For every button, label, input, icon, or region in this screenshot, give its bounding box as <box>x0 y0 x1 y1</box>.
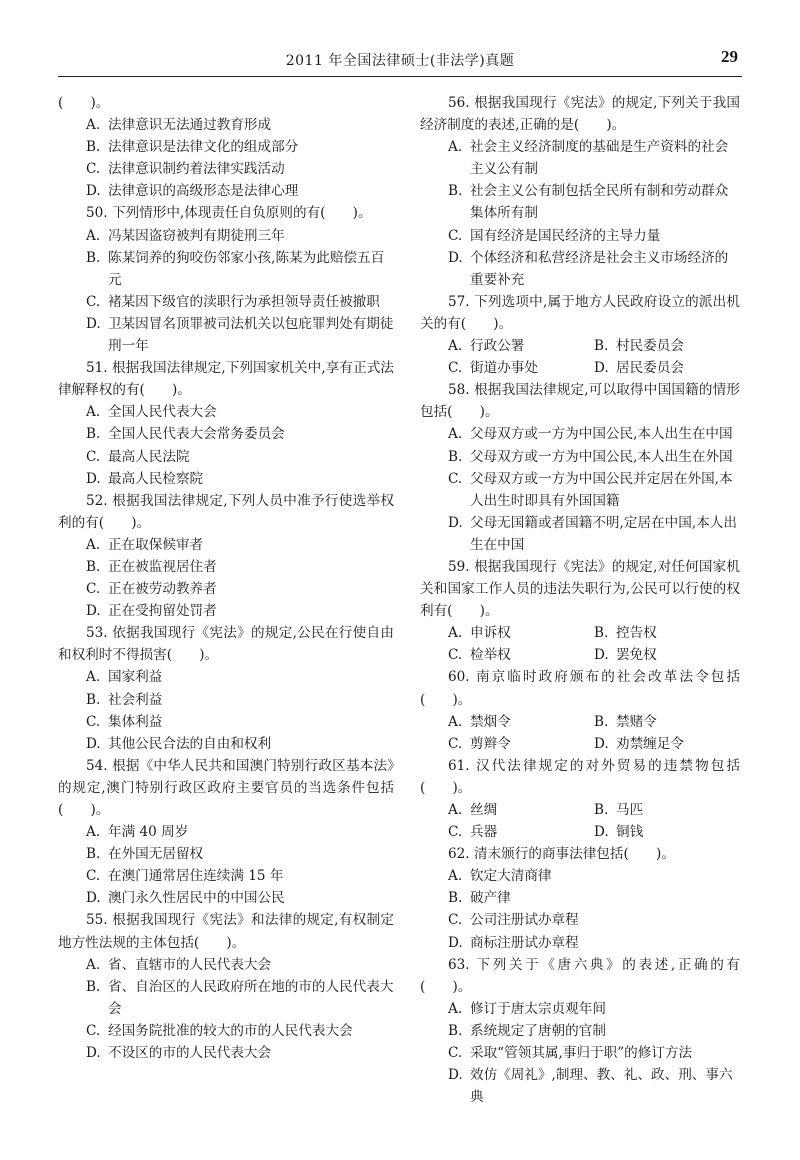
option-text: 禁赌令 <box>616 713 657 730</box>
option-letter: A. <box>86 227 101 244</box>
option-text: 商标注册试办章程 <box>470 934 579 951</box>
answer-option <box>420 932 740 954</box>
option-letter: D. <box>86 470 101 487</box>
option-letter: C. <box>86 1022 101 1039</box>
option-text: 省、直辖市的人民代表大会 <box>108 956 272 973</box>
option-text: 正在取保候审者 <box>108 536 204 553</box>
option-text: 劝禁缠足令 <box>616 735 684 752</box>
answer-option <box>594 711 740 733</box>
answer-option-pair <box>420 335 740 357</box>
option-text: 父母双方或一方为中国公民,本人出生在中国 <box>470 426 733 443</box>
option-letter: C. <box>448 735 463 752</box>
option-text: 全国人民代表大会 <box>108 404 217 421</box>
option-letter: A. <box>448 868 463 885</box>
answer-option <box>420 225 740 247</box>
option-letter: D. <box>86 735 101 752</box>
option-letter: A. <box>448 1000 463 1017</box>
option-letter: B. <box>86 558 101 575</box>
answer-option <box>58 225 394 247</box>
answer-option <box>420 887 740 909</box>
option-text: 最高人民法院 <box>108 448 190 465</box>
option-text: 罢免权 <box>616 647 657 664</box>
option-letter: D. <box>86 1045 101 1062</box>
answer-option-pair <box>420 357 740 379</box>
option-letter: C. <box>86 448 101 465</box>
option-text: 法律意识无法通过教育形成 <box>108 117 272 134</box>
option-text: 剪辫令 <box>470 735 511 752</box>
answer-option <box>448 622 594 644</box>
answer-option <box>58 600 394 622</box>
option-letter: B. <box>448 1022 463 1039</box>
answer-option <box>594 644 740 666</box>
option-text: 行政公署 <box>470 338 525 355</box>
option-text: 采取“管领其属,事归于职”的修订方法 <box>470 1045 693 1062</box>
page-number: 29 <box>721 47 738 66</box>
answer-option <box>58 821 394 843</box>
question-stem: 51. 根据我国法律规定,下列国家机关中,享有正式法律解释权的有( )。 <box>58 360 394 399</box>
option-letter: B. <box>86 691 101 708</box>
option-letter: D. <box>86 315 101 332</box>
answer-option <box>420 446 740 468</box>
option-text: 钦定大清商律 <box>470 868 552 885</box>
answer-option <box>58 291 394 313</box>
option-text: 澳门永久性居民中的中国公民 <box>108 890 285 907</box>
answer-option <box>420 1020 740 1042</box>
option-text: 效仿《周礼》,制理、教、礼、政、刑、事六典 <box>470 1067 733 1106</box>
answer-option <box>448 799 594 821</box>
option-letter: B. <box>86 139 101 156</box>
option-text: 铜钱 <box>616 824 644 841</box>
option-letter: C. <box>448 227 463 244</box>
option-letter: C. <box>86 713 101 730</box>
option-text: 国家利益 <box>108 669 163 686</box>
option-text: 马匹 <box>616 802 644 818</box>
header-title: 2011 年全国法律硕士(非法学)真题 <box>285 53 515 69</box>
answer-option <box>594 357 740 379</box>
option-text: 年满 40 周岁 <box>108 824 189 841</box>
option-letter: B. <box>86 978 101 995</box>
option-text: 申诉权 <box>470 625 511 642</box>
answer-option-pair <box>420 799 740 821</box>
answer-option <box>448 711 594 733</box>
option-letter: B. <box>594 625 609 642</box>
option-letter: B. <box>86 249 101 266</box>
answer-option <box>58 887 394 909</box>
question-stem: 55. 根据我国现行《宪法》和法律的规定,有权制定地方性法规的主体包括( )。 <box>58 912 394 951</box>
option-letter: A. <box>86 404 101 421</box>
option-text: 父母双方或一方为中国公民,本人出生在外国 <box>470 448 733 465</box>
question-stem: 53. 依据我国现行《宪法》的规定,公民在行使自由和权利时不得损害( )。 <box>58 625 394 664</box>
answer-option <box>594 335 740 357</box>
option-text: 社会利益 <box>108 691 163 708</box>
option-text: 法律意识制约着法律实践活动 <box>108 161 285 178</box>
option-text: 街道办事处 <box>470 360 538 377</box>
question-stem: 56. 根据我国现行《宪法》的规定,下列关于我国经济制度的表述,正确的是( )。 <box>420 95 740 134</box>
answer-option <box>420 998 740 1020</box>
left-column <box>58 92 394 1064</box>
option-letter: A. <box>448 713 463 730</box>
option-letter: D. <box>448 249 463 266</box>
option-letter: A. <box>448 338 463 355</box>
answer-option <box>420 909 740 931</box>
option-letter: A. <box>86 669 101 686</box>
option-text: 法律意识是法律文化的组成部分 <box>108 139 299 156</box>
question-stem: 63. 下列关于《唐六典》的表述,正确的有( )。 <box>420 956 740 995</box>
option-text: 在澳门通常居住连续满 15 年 <box>108 868 284 885</box>
answer-option <box>58 843 394 865</box>
option-letter: A. <box>86 824 101 841</box>
answer-option <box>420 1064 740 1108</box>
answer-option <box>420 136 740 180</box>
option-text: 全国人民代表大会常务委员会 <box>108 426 285 443</box>
answer-option <box>58 247 394 291</box>
answer-option-pair <box>420 644 740 666</box>
option-letter: C. <box>86 581 101 598</box>
option-letter: D. <box>86 183 101 200</box>
option-letter: B. <box>448 448 463 465</box>
option-letter: D. <box>86 890 101 907</box>
option-text: 社会主义公有制包括全民所有制和劳动群众集体所有制 <box>470 183 729 222</box>
option-letter: C. <box>448 470 463 487</box>
option-text: 控告权 <box>616 625 657 642</box>
option-letter: C. <box>448 912 463 929</box>
option-letter: C. <box>448 360 463 377</box>
answer-option <box>58 556 394 578</box>
option-text: 陈某饲养的狗咬伤邻家小孩,陈某为此赔偿五百元 <box>108 249 385 288</box>
option-letter: A. <box>448 426 463 443</box>
option-text: 集体利益 <box>108 713 163 730</box>
answer-option <box>448 733 594 755</box>
answer-option <box>58 689 394 711</box>
question-stem: 61. 汉代法律规定的对外贸易的违禁物包括( )。 <box>420 757 740 796</box>
answer-option <box>448 335 594 357</box>
answer-option <box>420 180 740 224</box>
answer-option <box>448 644 594 666</box>
option-text: 其他公民合法的自由和权利 <box>108 735 272 752</box>
question-stem: ( )。 <box>58 95 110 111</box>
answer-option <box>420 865 740 887</box>
answer-option <box>594 733 740 755</box>
answer-option <box>448 821 594 843</box>
question-stem: 52. 根据我国法律规定,下列人员中准予行使选举权利的有( )。 <box>58 492 394 531</box>
answer-option <box>58 711 394 733</box>
option-letter: C. <box>448 824 463 841</box>
option-text: 系统规定了唐朝的官制 <box>470 1022 606 1039</box>
answer-option <box>58 1020 394 1042</box>
option-letter: D. <box>594 647 609 664</box>
option-letter: C. <box>86 868 101 885</box>
answer-option <box>58 423 394 445</box>
option-text: 检举权 <box>470 647 511 664</box>
answer-option <box>58 313 394 357</box>
option-text: 居民委员会 <box>616 360 684 377</box>
option-letter: C. <box>448 647 463 664</box>
answer-option <box>58 976 394 1020</box>
option-letter: A. <box>86 956 101 973</box>
option-text: 省、自治区的人民政府所在地的市的人民代表大会 <box>108 978 394 1017</box>
option-letter: A. <box>448 802 463 818</box>
option-text: 兵器 <box>470 824 498 841</box>
answer-option <box>448 357 594 379</box>
option-letter: A. <box>86 536 101 553</box>
option-text: 村民委员会 <box>616 338 684 355</box>
answer-option <box>420 247 740 291</box>
answer-option <box>594 799 740 821</box>
option-letter: B. <box>448 183 463 200</box>
option-text: 在外国无居留权 <box>108 846 204 863</box>
option-letter: D. <box>594 360 609 377</box>
option-text: 社会主义经济制度的基础是生产资料的社会主义公有制 <box>470 139 729 178</box>
option-text: 个体经济和私营经济是社会主义市场经济的重要补充 <box>470 249 729 288</box>
answer-option <box>58 733 394 755</box>
answer-option <box>58 446 394 468</box>
answer-option <box>58 180 394 202</box>
option-text: 最高人民检察院 <box>108 470 204 487</box>
option-letter: D. <box>448 934 463 951</box>
option-text: 正在被监视居住者 <box>108 558 217 575</box>
answer-option-pair <box>420 711 740 733</box>
option-text: 丝绸 <box>470 802 498 818</box>
answer-option <box>58 954 394 976</box>
answer-option-pair <box>420 622 740 644</box>
answer-option <box>58 666 394 688</box>
right-column <box>420 92 740 1108</box>
option-text: 修订于唐太宗贞观年间 <box>470 1000 606 1017</box>
question-stem: 58. 根据我国法律规定,可以取得中国国籍的情形包括( )。 <box>420 382 740 421</box>
answer-option <box>420 468 740 512</box>
option-text: 公司注册试办章程 <box>470 912 579 929</box>
option-text: 经国务院批准的较大的市的人民代表大会 <box>108 1022 353 1039</box>
option-text: 褚某因下级官的渎职行为承担领导责任被撤职 <box>108 293 380 310</box>
option-letter: B. <box>594 713 609 730</box>
option-text: 冯某因盗窃被判有期徒刑三年 <box>108 227 285 244</box>
option-letter: D. <box>594 824 609 841</box>
option-letter: C. <box>86 161 101 178</box>
answer-option <box>420 1042 740 1064</box>
question-stem: 59. 根据我国现行《宪法》的规定,对任何国家机关和国家工作人员的违法失职行为,公民可以行使的权利有( )。 <box>420 558 740 620</box>
answer-option <box>58 578 394 600</box>
answer-option <box>58 1042 394 1064</box>
option-letter: D. <box>448 1067 463 1084</box>
answer-option <box>58 158 394 180</box>
option-letter: A. <box>448 625 463 642</box>
option-letter: B. <box>86 846 101 863</box>
answer-option <box>420 423 740 445</box>
option-text: 正在被劳动教养者 <box>108 581 217 598</box>
question-stem: 54. 根据《中华人民共和国澳门特别行政区基本法》的规定,澳门特别行政区政府主要官员的当选条件包括( )。 <box>58 757 394 818</box>
question-stem: 62. 清末颁行的商事法律包括( )。 <box>448 846 675 863</box>
option-text: 父母双方或一方为中国公民并定居在外国,本人出生时即具有外国国籍 <box>470 470 733 509</box>
option-text: 卫某因冒名顶罪被司法机关以包庇罪判处有期徒刑一年 <box>108 315 394 355</box>
option-letter: B. <box>86 426 101 443</box>
option-letter: C. <box>448 1045 463 1062</box>
answer-option <box>594 821 740 843</box>
option-letter: C. <box>86 293 101 310</box>
option-text: 禁烟令 <box>470 713 511 730</box>
question-stem: 50. 下列情形中,体现责任自负原则的有( )。 <box>86 205 372 222</box>
option-text: 破产律 <box>470 890 511 907</box>
answer-option <box>58 468 394 490</box>
option-text: 法律意识的高级形态是法律心理 <box>108 183 299 200</box>
option-text: 正在受拘留处罚者 <box>108 603 217 620</box>
option-letter: A. <box>86 117 101 134</box>
answer-option <box>420 512 740 556</box>
option-letter: D. <box>594 735 609 752</box>
option-letter: A. <box>448 139 463 156</box>
option-letter: D. <box>448 514 463 531</box>
answer-option <box>58 534 394 556</box>
answer-option-pair <box>420 733 740 755</box>
option-letter: B. <box>448 890 463 907</box>
answer-option-pair <box>420 821 740 843</box>
option-letter: D. <box>86 603 101 620</box>
answer-option <box>594 622 740 644</box>
option-text: 国有经济是国民经济的主导力量 <box>470 227 661 244</box>
option-text: 父母无国籍或者国籍不明,定居在中国,本人出生在中国 <box>470 514 737 553</box>
page-header <box>58 44 742 77</box>
answer-option <box>58 136 394 158</box>
option-letter: B. <box>594 802 609 818</box>
question-stem: 57. 下列选项中,属于地方人民政府设立的派出机关的有( )。 <box>420 293 740 332</box>
option-letter: B. <box>594 338 609 355</box>
question-stem: 60. 南京临时政府颁布的社会改革法令包括( )。 <box>420 669 740 708</box>
answer-option <box>58 865 394 887</box>
answer-option <box>58 114 394 136</box>
option-text: 不设区的市的人民代表大会 <box>108 1045 272 1062</box>
answer-option <box>58 401 394 423</box>
